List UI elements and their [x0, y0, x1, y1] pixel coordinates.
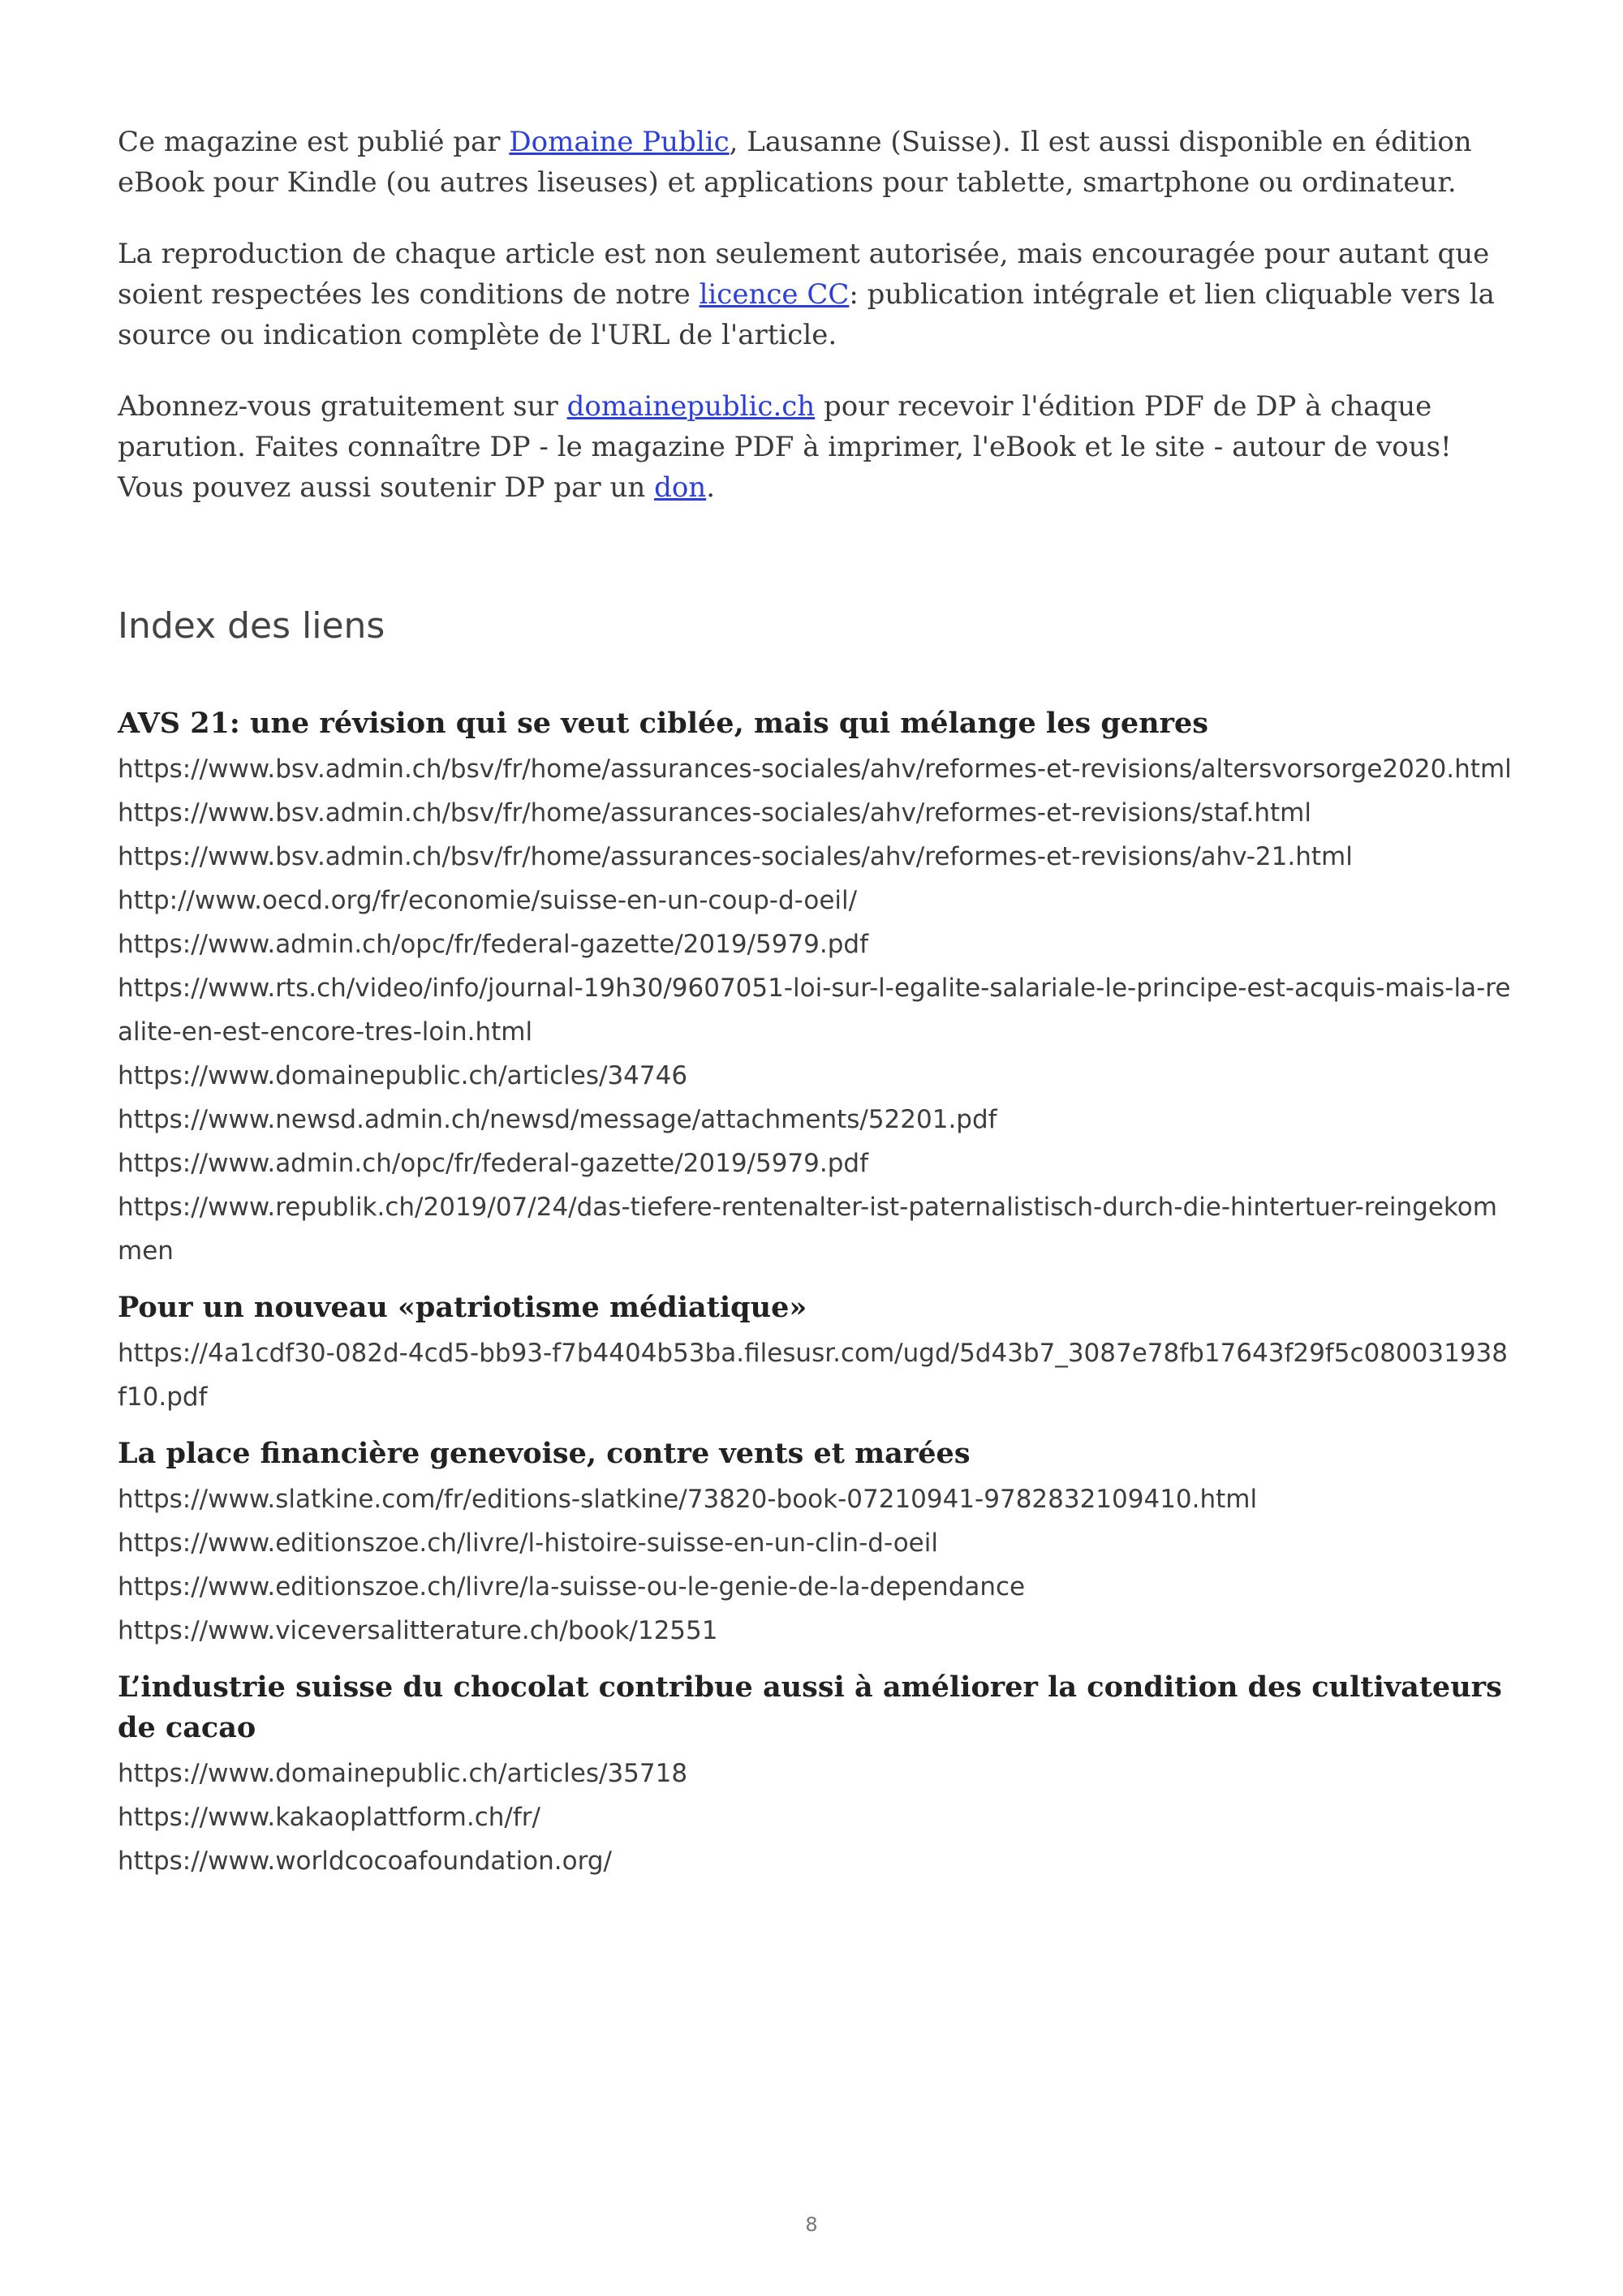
index-section — [118, 1288, 1513, 1419]
index-section — [118, 1434, 1513, 1653]
link-item[interactable]: https://www.republik.ch/2019/07/24/das-tiefere-rentenalter-ist-paternalistisch-durch-die-hintertuer-reingekommen — [118, 1193, 1497, 1266]
page-content — [118, 122, 1513, 1883]
link-item[interactable]: https://www.admin.ch/opc/fr/federal-gazette/2019/5979.pdf — [118, 1149, 869, 1178]
intro-paragraph-subscribe — [118, 386, 1513, 508]
section-title: Pour un nouveau «patriotisme médiatique» — [118, 1291, 807, 1324]
section-title: L’industrie suisse du chocolat contribue aussi à améliorer la condition des cultivateurs de cacao — [118, 1670, 1502, 1744]
link-item[interactable]: https://www.newsd.admin.ch/newsd/message/attachments/52201.pdf — [118, 1105, 997, 1134]
index-section — [118, 1667, 1513, 1883]
link-item[interactable]: https://www.domainepublic.ch/articles/34746 — [118, 1061, 688, 1090]
link-item[interactable]: http://www.oecd.org/fr/economie/suisse-en-un-coup-d-oeil/ — [118, 886, 858, 915]
intro-text: . — [706, 471, 716, 504]
link-list — [118, 1752, 1513, 1883]
domainepublic-link[interactable]: domainepublic.ch — [566, 390, 816, 423]
link-item[interactable]: https://www.worldcocoafoundation.org/ — [118, 1847, 612, 1876]
intro-text: pour recevoir l'édition PDF de DP à chaque parution. Faites connaître DP - le magazine PDF à imprimer, l'eBook et le site - autour de vous! Vous pouvez aussi soutenir DP par un — [118, 390, 1452, 504]
link-item[interactable]: https://www.bsv.admin.ch/bsv/fr/home/assurances-sociales/ahv/reformes-et-revisions/staf.html — [118, 798, 1311, 828]
donation-link[interactable]: don — [654, 471, 707, 504]
intro-text: Abonnez-vous gratuitement sur — [118, 390, 567, 423]
intro-text: Ce magazine est publié par — [118, 126, 510, 158]
link-item[interactable]: https://www.kakaoplattform.ch/fr/ — [118, 1803, 540, 1832]
link-item[interactable]: https://www.domainepublic.ch/articles/35718 — [118, 1759, 688, 1788]
link-item[interactable]: https://www.bsv.admin.ch/bsv/fr/home/assurances-sociales/ahv/reformes-et-revisions/altersvorsorge2020.html — [118, 755, 1512, 784]
link-item[interactable]: https://www.admin.ch/opc/fr/federal-gazette/2019/5979.pdf — [118, 930, 869, 959]
intro-paragraph-publisher — [118, 122, 1513, 203]
link-item[interactable]: https://www.editionszoe.ch/livre/la-suisse-ou-le-genie-de-la-dependance — [118, 1572, 1026, 1602]
intro-paragraph-license — [118, 234, 1513, 355]
index-title: Index des liens — [118, 605, 385, 647]
intro-text: : publication intégrale et lien cliquable vers la source ou indication complète de l'URL de l'article. — [118, 278, 1495, 351]
link-item[interactable]: https://www.rts.ch/video/info/journal-19h30/9607051-loi-sur-l-egalite-salariale-le-principe-est-acquis-mais-la-realite-en-est-encore-tres-loin.html — [118, 974, 1511, 1047]
index-section — [118, 703, 1513, 1273]
intro-text: La reproduction de chaque article est non seulement autorisée, mais encouragée pour autant que soient respectées les conditions de notre — [118, 238, 1490, 311]
link-index — [118, 703, 1513, 1883]
domaine-public-link[interactable]: Domaine Public — [509, 126, 730, 158]
section-title: La place financière genevoise, contre vents et marées — [118, 1437, 971, 1470]
link-item[interactable]: https://4a1cdf30-082d-4cd5-bb93-f7b4404b53ba.filesusr.com/ugd/5d43b7_3087e78fb17643f29f5c080031938f10.pdf — [118, 1339, 1508, 1412]
link-item[interactable]: https://www.slatkine.com/fr/editions-slatkine/73820-book-07210941-9782832109410.html — [118, 1485, 1258, 1514]
licence-cc-link[interactable]: licence CC — [699, 278, 850, 311]
link-item[interactable]: https://www.bsv.admin.ch/bsv/fr/home/assurances-sociales/ahv/reformes-et-revisions/ahv-21.html — [118, 842, 1353, 871]
link-list — [118, 747, 1513, 1273]
link-list — [118, 1331, 1513, 1419]
section-title: AVS 21: une révision qui se veut ciblée, mais qui mélange les genres — [118, 707, 1208, 740]
link-item[interactable]: https://www.editionszoe.ch/livre/l-histoire-suisse-en-un-clin-d-oeil — [118, 1529, 938, 1558]
page-number: 8 — [805, 2213, 818, 2236]
link-list — [118, 1477, 1513, 1653]
intro-text: , Lausanne (Suisse). Il est aussi disponible en édition eBook pour Kindle (ou autres liseuses) et applications pour tablette, smartphone ou ordinateur. — [118, 126, 1472, 199]
link-item[interactable]: https://www.viceversalitterature.ch/book/12551 — [118, 1616, 718, 1645]
